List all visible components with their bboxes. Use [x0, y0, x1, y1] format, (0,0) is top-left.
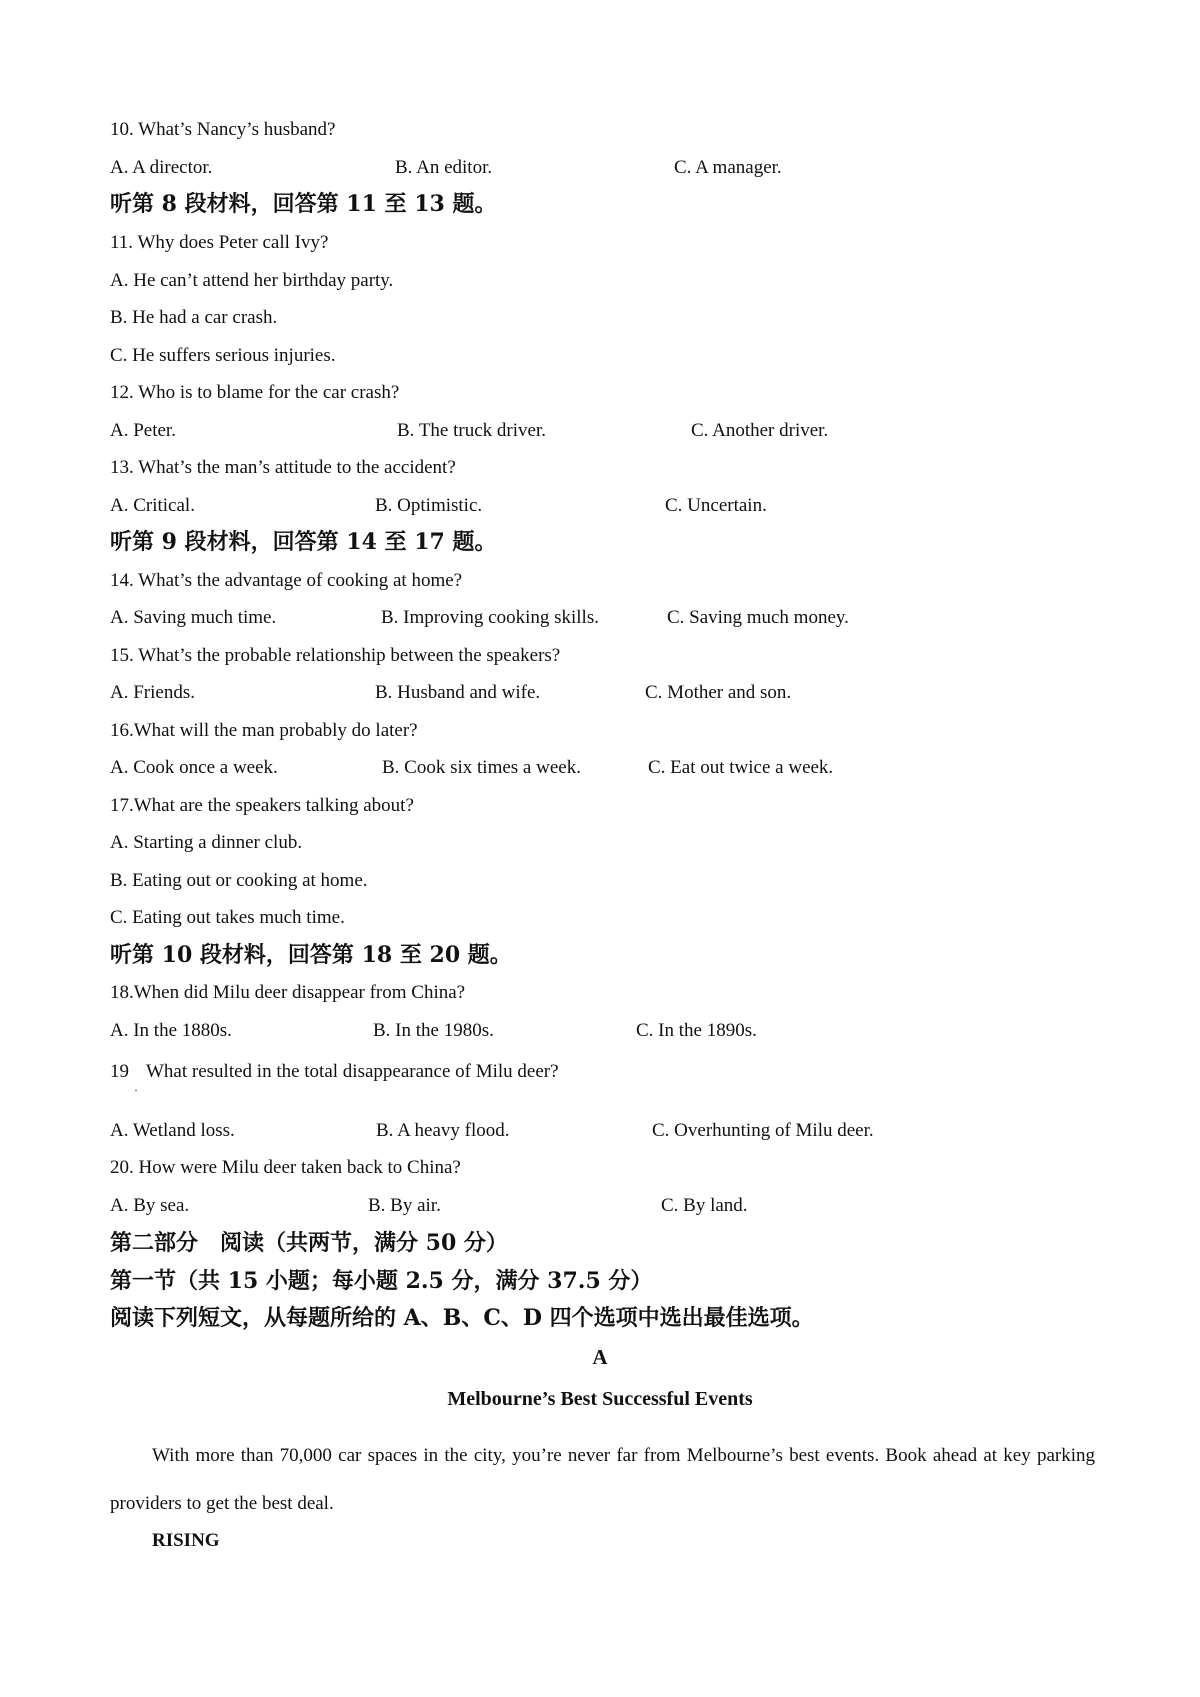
- question-15: 15. What’s the probable relationship between the speakers?: [110, 645, 561, 666]
- q20-option-a: A. By sea.: [110, 1195, 190, 1216]
- passage-paragraph: With more than 70,000 car spaces in the city, you’re never far from Melbourne’s best events. Book ahead at key parking providers to get the best deal.: [110, 1445, 1095, 1514]
- question-16: 16.What will the man probably do later?: [110, 720, 418, 741]
- q10-option-a: A. A director.: [110, 157, 213, 178]
- q12-option-a: A. Peter.: [110, 420, 176, 441]
- q16-option-c: C. Eat out twice a week.: [648, 757, 834, 778]
- q12-option-b: B. The truck driver.: [397, 420, 546, 441]
- q17-option-c: C. Eating out takes much time.: [110, 907, 345, 928]
- q11-option-c: C. He suffers serious injuries.: [110, 345, 336, 366]
- q18-option-c: C. In the 1890s.: [636, 1020, 757, 1041]
- q18-option-b: B. In the 1980s.: [373, 1020, 494, 1041]
- part-two-heading: 第二部分 阅读（共两节，满分 50 分）: [110, 1230, 508, 1256]
- section-heading-8: 听第 8 段材料，回答第 11 至 13 题。: [110, 191, 497, 217]
- question-11: 11. Why does Peter call Ivy?: [110, 232, 329, 253]
- q13-option-b: B. Optimistic.: [375, 495, 483, 516]
- q16-option-b: B. Cook six times a week.: [382, 757, 581, 778]
- q10-option-c: C. A manager.: [674, 157, 782, 178]
- q19-option-c: C. Overhunting of Milu deer.: [652, 1120, 874, 1141]
- q19-option-a: A. Wetland loss.: [110, 1120, 235, 1141]
- q15-option-b: B. Husband and wife.: [375, 682, 541, 703]
- question-19: What resulted in the total disappearance of Milu deer?: [146, 1061, 559, 1082]
- question-14: 14. What’s the advantage of cooking at home?: [110, 570, 463, 591]
- q11-option-a: A. He can’t attend her birthday party.: [110, 270, 394, 291]
- q20-option-c: C. By land.: [661, 1195, 748, 1216]
- question-17: 17.What are the speakers talking about?: [110, 795, 414, 816]
- passage-letter: A: [592, 1345, 608, 1369]
- q15-option-c: C. Mother and son.: [645, 682, 792, 703]
- q14-option-c: C. Saving much money.: [667, 607, 849, 628]
- question-10: 10. What’s Nancy’s husband?: [110, 119, 336, 140]
- passage-title: Melbourne’s Best Successful Events: [447, 1388, 753, 1410]
- q19-option-b: B. A heavy flood.: [376, 1120, 510, 1141]
- section-heading-10: 听第 10 段材料，回答第 18 至 20 题。: [110, 942, 512, 968]
- q16-option-a: A. Cook once a week.: [110, 757, 278, 778]
- q11-option-b: B. He had a car crash.: [110, 307, 278, 328]
- q14-option-a: A. Saving much time.: [110, 607, 277, 628]
- q17-option-b: B. Eating out or cooking at home.: [110, 870, 368, 891]
- reading-instruction: 阅读下列短文，从每题所给的 A、B、C、D 四个选项中选出最佳选项。: [110, 1305, 814, 1331]
- q12-option-c: C. Another driver.: [691, 420, 829, 441]
- stray-dot: ·: [134, 1083, 138, 1097]
- q20-option-b: B. By air.: [368, 1195, 441, 1216]
- question-18: 18.When did Milu deer disappear from China?: [110, 982, 466, 1003]
- q13-option-a: A. Critical.: [110, 495, 195, 516]
- section-heading-9: 听第 9 段材料，回答第 14 至 17 题。: [110, 529, 497, 555]
- q17-option-a: A. Starting a dinner club.: [110, 832, 303, 853]
- q15-option-a: A. Friends.: [110, 682, 195, 703]
- q13-option-c: C. Uncertain.: [665, 495, 767, 516]
- question-12: 12. Who is to blame for the car crash?: [110, 382, 400, 403]
- q10-option-b: B. An editor.: [395, 157, 493, 178]
- question-19-number: 19: [110, 1061, 129, 1082]
- question-13: 13. What’s the man’s attitude to the accident?: [110, 457, 456, 478]
- q18-option-a: A. In the 1880s.: [110, 1020, 232, 1041]
- q14-option-b: B. Improving cooking skills.: [381, 607, 599, 628]
- passage-subheading: RISING: [152, 1530, 220, 1551]
- section-one-heading: 第一节（共 15 小题；每小题 2.5 分，满分 37.5 分）: [110, 1268, 653, 1294]
- question-20: 20. How were Milu deer taken back to China?: [110, 1157, 461, 1178]
